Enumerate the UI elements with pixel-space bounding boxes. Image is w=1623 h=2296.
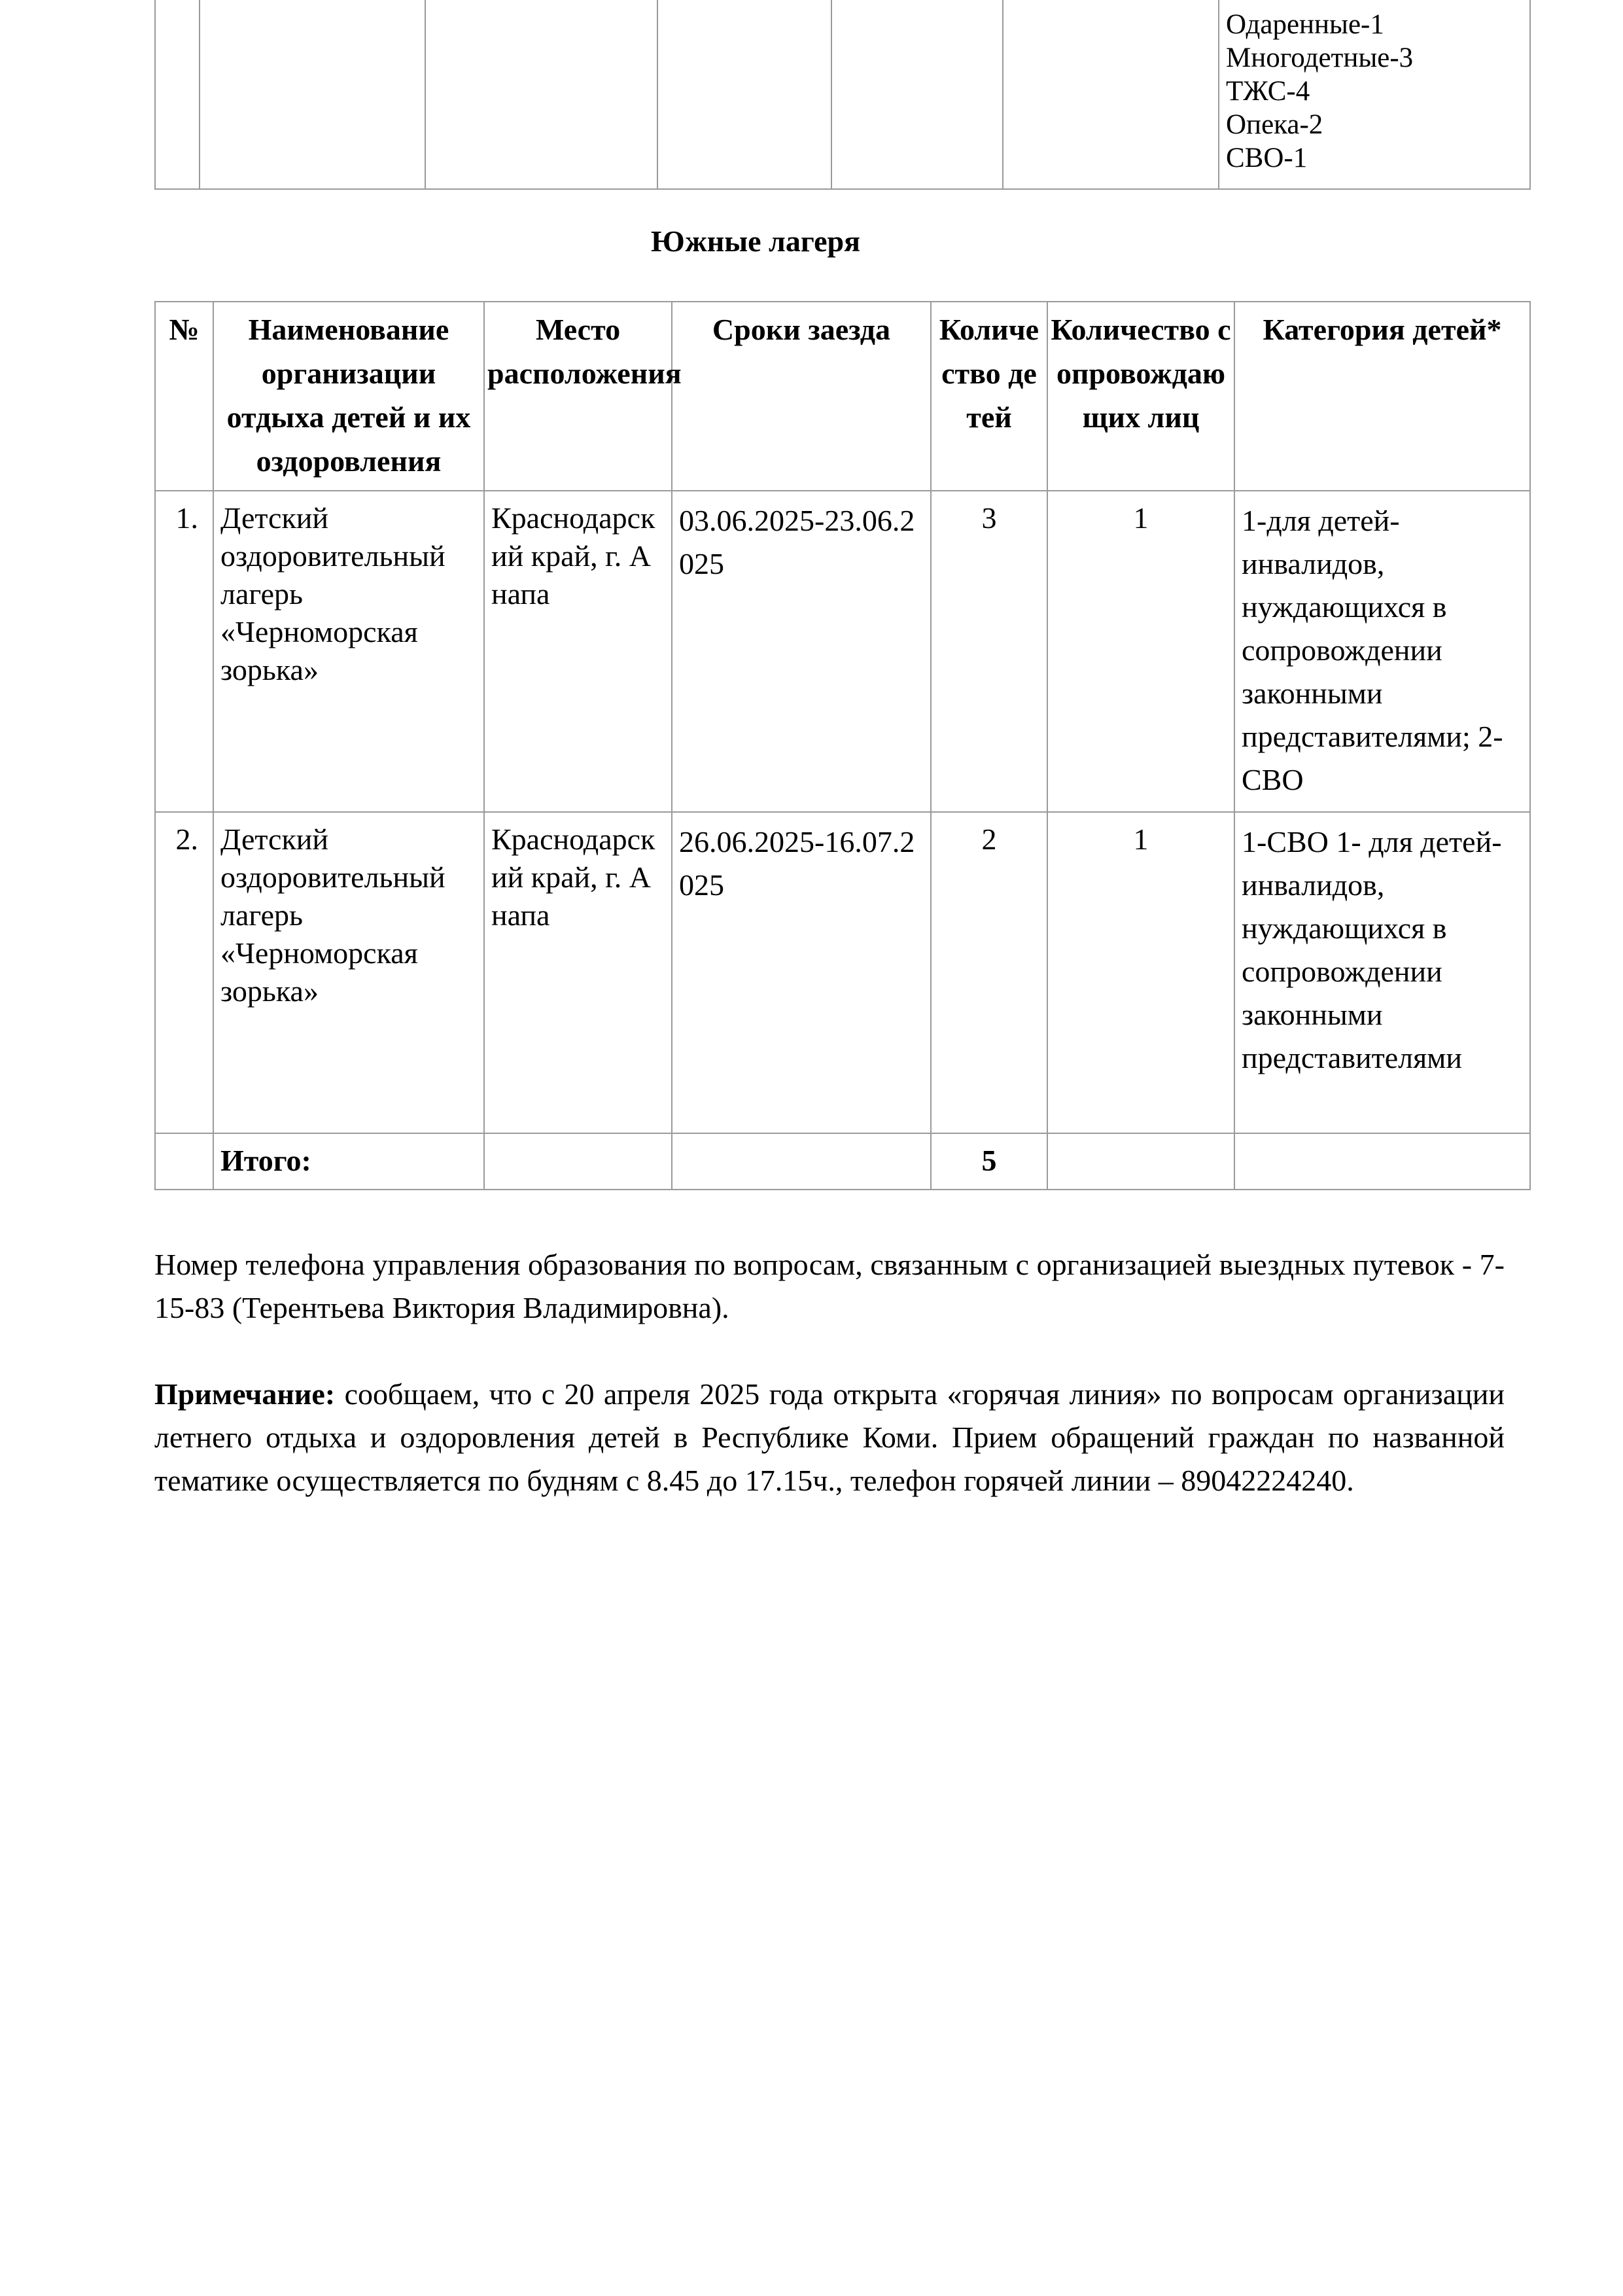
table-cell xyxy=(1234,1133,1530,1190)
row-category: 1-СВО 1- для детей-инвалидов, нуждающихся в сопровождении законными представителями xyxy=(1234,812,1530,1133)
table-cell xyxy=(1047,1133,1234,1190)
table-total-row xyxy=(155,1133,1530,1190)
section-title: Южные лагеря xyxy=(650,224,861,258)
table-cell xyxy=(155,0,200,189)
category-line: Многодетные-3 xyxy=(1226,43,1414,73)
table-cell xyxy=(657,0,831,189)
category-line: СВО-1 xyxy=(1226,143,1308,173)
category-cell xyxy=(1219,0,1530,189)
table-cell xyxy=(484,1133,672,1190)
header-name: Наименование организации отдыха детей и их оздоровления xyxy=(213,302,484,491)
table-row xyxy=(155,812,1530,1133)
camps-table xyxy=(154,301,1531,1190)
row-escorts: 1 xyxy=(1047,491,1234,812)
total-children: 5 xyxy=(931,1133,1047,1190)
table-cell xyxy=(155,1133,213,1190)
row-children: 3 xyxy=(931,491,1047,812)
row-category: 1-для детей-инвалидов, нуждающихся в сопровождении законными представителями; 2-СВО xyxy=(1234,491,1530,812)
table-cell xyxy=(1003,0,1219,189)
table-cell xyxy=(672,1133,931,1190)
header-escorts: Количество сопровождающих лиц xyxy=(1047,302,1234,491)
table-cell xyxy=(425,0,657,189)
row-dates: 26.06.2025-16.07.2025 xyxy=(672,812,931,1133)
header-place: Место расположения xyxy=(484,302,672,491)
total-label: Итого: xyxy=(213,1133,484,1190)
category-line: ТЖС-4 xyxy=(1226,76,1310,107)
table-header-row xyxy=(155,302,1530,491)
row-place: Краснодарский край, г. Анапа xyxy=(484,812,672,1133)
row-num: 1. xyxy=(155,491,213,812)
row-name: Детский оздоровительный лагерь «Черноморская зорька» xyxy=(213,491,484,812)
header-num: № xyxy=(155,302,213,491)
row-children: 2 xyxy=(931,812,1047,1133)
note-label: Примечание: xyxy=(154,1377,336,1411)
table-cell xyxy=(200,0,425,189)
row-name: Детский оздоровительный лагерь «Черноморская зорька» xyxy=(213,812,484,1133)
row-place: Краснодарский край, г. Анапа xyxy=(484,491,672,812)
row-dates: 03.06.2025-23.06.2025 xyxy=(672,491,931,812)
phone-paragraph: Номер телефона управления образования по вопросам, связанным с организацией выездных путевок - 7-15-83 (Терентьева Виктория Владимировна). xyxy=(154,1248,1505,1324)
header-dates: Сроки заезда xyxy=(672,302,931,491)
previous-table-continuation xyxy=(154,0,1531,190)
header-children: Количество детей xyxy=(931,302,1047,491)
category-line: Опека-2 xyxy=(1226,109,1323,140)
note-text: сообщаем, что с 20 апреля 2025 года открыта «горячая линия» по вопросам организации летнего отдыха и оздоровления детей в Республике Коми. Прием обращений граждан по названной тематике осуществляется по будням с 8.45 до 17.15ч., телефон горячей линии – 89042224240. xyxy=(154,1377,1505,1497)
row-num: 2. xyxy=(155,812,213,1133)
table-cell xyxy=(831,0,1003,189)
category-line: Одаренные-1 xyxy=(1226,9,1384,40)
table-row xyxy=(155,491,1530,812)
row-escorts: 1 xyxy=(1047,812,1234,1133)
header-category: Категория детей* xyxy=(1234,302,1530,491)
note-paragraph xyxy=(154,1373,1505,1502)
